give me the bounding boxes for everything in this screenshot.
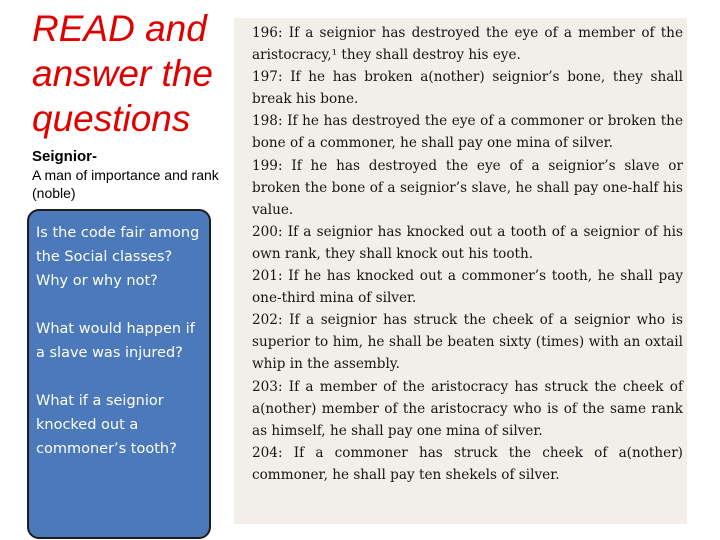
law-item: 198: If he has destroyed the eye of a commoner or broken the bone of a commoner, he shall pay one mina of silver.: [252, 113, 683, 152]
slide-title: [32, 6, 232, 141]
title-line: answer the: [32, 53, 213, 94]
question-item: What if a seignior knocked out a commoner’s tooth?: [36, 393, 177, 457]
law-item: 196: If a seignior has destroyed the eye of a member of the aristocracy,¹ they shall destroy his eye.: [252, 25, 683, 64]
title-line: questions: [32, 98, 191, 139]
definition-term: Seignior-: [32, 148, 98, 165]
definition-text: A man of importance and rank (noble): [32, 167, 219, 201]
questions-box: [27, 209, 211, 539]
code-of-hammurabi-excerpt: [234, 18, 687, 524]
seignior-definition: [32, 148, 232, 202]
law-item: 201: If he has knocked out a commoner’s tooth, he shall pay one-third mina of silver.: [252, 268, 683, 307]
question-item: Is the code fair among the Social classes? Why or why not?: [36, 225, 200, 289]
question-item: What would happen if a slave was injured?: [36, 321, 195, 361]
law-item: 199: If he has destroyed the eye of a seignior’s slave or broken the bone of a seignior’s slave, he shall pay one-half his value.: [252, 157, 683, 218]
law-item: 204: If a commoner has struck the cheek of a(nother) commoner, he shall pay ten shekels of silver.: [252, 444, 683, 483]
title-line: READ and: [32, 8, 207, 49]
law-item: 197: If he has broken a(nother) seignior’s bone, they shall break his bone.: [252, 69, 683, 108]
law-item: 203: If a member of the aristocracy has struck the cheek of a(nother) member of the aristocracy who is of the same rank as himself, he shall pay one mina of silver.: [252, 378, 683, 439]
law-item: 200: If a seignior has knocked out a tooth of a seignior of his own rank, they shall knock out his tooth.: [252, 223, 683, 262]
law-item: 202: If a seignior has struck the cheek of a seignior who is superior to him, he shall be beaten sixty (times) with an oxtail whip in the assembly.: [252, 312, 683, 373]
